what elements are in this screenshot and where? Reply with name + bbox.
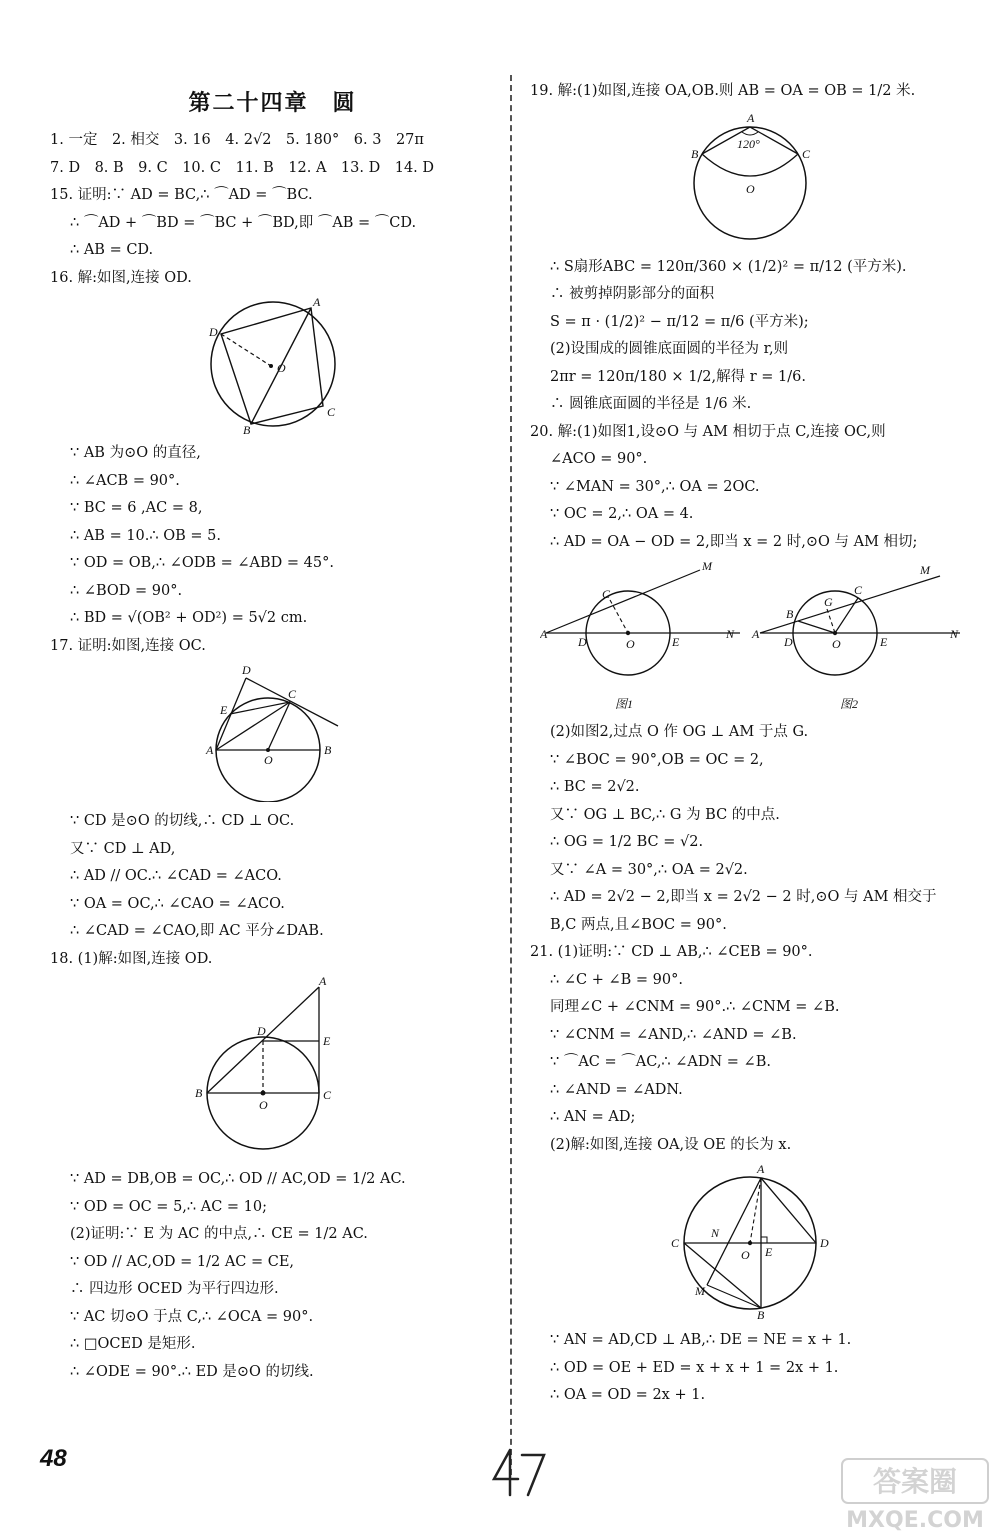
text-line: ∴ AB = CD. [70, 242, 154, 258]
svg-text:答案圈: 答案圈 [872, 1465, 958, 1498]
text-line: ∴ AD = OA − OD = 2,即当 x = 2 时,⊙O 与 AM 相切; [550, 533, 918, 550]
label-N: N [711, 1226, 720, 1240]
label-C: C [802, 146, 811, 161]
label-M2: M [920, 563, 930, 577]
text-line: 15. 证明:∵ AD = BC,∴ ⌒AD = ⌒BC. [50, 187, 313, 203]
label-D2: D [784, 635, 793, 649]
figure-21 [655, 1161, 845, 1321]
label-C2: C [854, 583, 863, 597]
label-C: C [287, 687, 296, 701]
label-D1: D [578, 635, 587, 649]
text-line: ∵ OD = OB,∴ ∠ODB = ∠ABD = 45°. [70, 555, 334, 571]
text-line: S = π · (1/2)² − π/12 = π/6 (平方米); [550, 313, 809, 330]
caption-fig1: 图1 [615, 697, 634, 711]
label-C: C [322, 1088, 331, 1102]
text-line: ∵ OA = OC,∴ ∠CAO = ∠ACO. [70, 895, 285, 912]
figure-16 [183, 294, 363, 434]
label-O2: O [832, 637, 841, 651]
label-B: B [242, 423, 250, 434]
text-line: ∴ ∠ODE = 90°.∴ ED 是⊙O 的切线. [70, 1363, 314, 1380]
text-line: 18. (1)解:如图,连接 OD. [50, 950, 213, 967]
text-line: ∵ AN = AD,CD ⊥ AB,∴ DE = NE = x + 1. [550, 1332, 852, 1348]
text-line: ∴ □OCED 是矩形. [70, 1336, 196, 1352]
label-C: C [326, 405, 335, 419]
chapter-title: 第二十四章 圆 [188, 91, 357, 116]
text-line: ∴ ∠BOD = 90°. [70, 582, 183, 599]
text-line: ∵ ⌒AC = ⌒AC,∴ ∠ADN = ∠B. [550, 1054, 771, 1070]
label-B: B [691, 146, 699, 161]
text-line: 7. D 8. B 9. C 10. C 11. B 12. A 13. D 14. D [50, 159, 435, 176]
figure-20 [540, 558, 960, 713]
text-line: ∴ 被剪掉阴影部分的面积 [550, 286, 715, 302]
label-A1: A [540, 627, 548, 641]
text-line: ∴ ∠ACB = 90°. [70, 472, 180, 489]
left-column [50, 78, 495, 1386]
text-line: B,C 两点,且∠BOC = 90°. [550, 916, 727, 933]
label-A: A [312, 295, 320, 309]
column-divider [510, 75, 512, 1475]
text-line: ∴ AD // OC.∴ ∠CAD = ∠ACO. [70, 868, 282, 884]
text-line: 又∵ CD ⊥ AD, [70, 840, 176, 857]
lines-right-d [530, 1327, 970, 1410]
text-line: ∵ CD 是⊙O 的切线,∴ CD ⊥ OC. [70, 813, 295, 829]
label-M: M [695, 1284, 705, 1298]
label-E2: E [880, 635, 888, 649]
lines-right-b [530, 254, 970, 557]
lines-left-a [50, 127, 495, 292]
text-line: ∵ BC = 6 ,AC = 8, [70, 500, 203, 516]
label-M1: M [702, 559, 712, 573]
svg-text:MXQE.COM: MXQE.COM [846, 1508, 984, 1533]
text-line: ∵ AD = DB,OB = OC,∴ OD // AC,OD = 1/2 AC. [70, 1171, 406, 1187]
text-line: (2)如图2,过点 O 作 OG ⊥ AM 于点 G. [550, 724, 809, 740]
text-line: ∴ 圆锥底面圆的半径是 1/6 米. [550, 396, 752, 412]
text-line: ∴ OA = OD = 2x + 1. [550, 1387, 706, 1403]
text-line: ∴ OG = 1/2 BC = √2. [550, 834, 704, 850]
text-line: ∵ OC = 2,∴ OA = 4. [550, 506, 694, 522]
text-line: ∵ ∠BOC = 90°,OB = OC = 2, [550, 751, 764, 768]
text-line: ∴ ⌒AD + ⌒BD = ⌒BC + ⌒BD,即 ⌒AB = ⌒CD. [70, 214, 417, 231]
text-line: 又∵ OG ⊥ BC,∴ G 为 BC 的中点. [550, 806, 780, 823]
lines-left-c [50, 808, 495, 973]
text-line: 同理∠C + ∠CNM = 90°.∴ ∠CNM = ∠B. [550, 999, 840, 1015]
text-line: ∵ AB 为⊙O 的直径, [70, 445, 201, 461]
label-O: O [276, 361, 286, 375]
text-line: ∴ ∠CAD = ∠CAO,即 AC 平分∠DAB. [70, 923, 324, 939]
label-C: C [671, 1236, 680, 1250]
text-line: 16. 解:如图,连接 OD. [50, 269, 192, 286]
text-line: 19. 解:(1)如图,连接 OA,OB.则 AB = OA = OB = 1/2 米. [530, 83, 916, 99]
label-A2: A [752, 627, 760, 641]
label-E: E [765, 1245, 773, 1259]
lines-right-c [530, 719, 970, 1159]
label-B: B [323, 743, 331, 757]
text-line: ∴ OD = OE + ED = x + x + 1 = 2x + 1. [550, 1359, 839, 1376]
label-A: A [757, 1162, 765, 1176]
label-O: O [741, 1248, 750, 1262]
page-number: 48 [40, 1445, 67, 1472]
text-line: ∴ AN = AD; [550, 1109, 636, 1125]
figure-17 [188, 662, 358, 802]
text-line: 17. 证明:如图,连接 OC. [50, 637, 206, 654]
label-D: D [820, 1236, 829, 1250]
label-O1: O [626, 637, 635, 651]
text-line: 20. 解:(1)如图1,设⊙O 与 AM 相切于点 C,连接 OC,则 [530, 423, 886, 440]
label-O: O [258, 1098, 268, 1112]
label-D: D [256, 1024, 266, 1038]
text-line: (2)设围成的圆锥底面圆的半径为 r,则 [550, 341, 789, 357]
text-line: ∵ OD // AC,OD = 1/2 AC = CE, [70, 1253, 295, 1270]
label-E: E [322, 1034, 330, 1048]
text-line: ∴ BD = √(OB² + OD²) = 5√2 cm. [70, 610, 308, 626]
text-line: ∴ ∠C + ∠B = 90°. [550, 971, 683, 988]
text-line: 又∵ ∠A = 30°,∴ OA = 2√2. [550, 861, 748, 878]
label-B: B [194, 1086, 202, 1100]
label-A: A [205, 743, 213, 757]
label-O: O [746, 181, 755, 196]
right-column [530, 78, 970, 1410]
label-D: D [241, 663, 251, 677]
text-line: 21. (1)证明:∵ CD ⊥ AB,∴ ∠CEB = 90°. [530, 944, 813, 960]
label-E1: E [672, 635, 680, 649]
label-angle: 120° [737, 136, 760, 151]
label-D: D [208, 325, 218, 339]
figure-18 [183, 975, 363, 1160]
text-line: 1. 一定 2. 相交 3. 16 4. 2√2 5. 180° 6. 3 27π [50, 132, 424, 148]
text-line: ∴ 四边形 OCED 为平行四边形. [70, 1281, 279, 1297]
label-A: A [318, 975, 326, 988]
label-N1: N [726, 627, 735, 641]
handwritten-note [488, 1445, 548, 1500]
text-line: ∵ ∠MAN = 30°,∴ OA = 2OC. [550, 478, 760, 495]
text-line: 2πr = 120π/180 × 1/2,解得 r = 1/6. [550, 368, 806, 385]
text-line: ∴ BC = 2√2. [550, 779, 640, 795]
figure-19 [675, 108, 825, 248]
watermark-logo [840, 1455, 990, 1535]
label-B2: B [786, 607, 794, 621]
lines-left-d [50, 1166, 495, 1386]
label-A: A [747, 110, 755, 125]
text-line: ∴ AD = 2√2 − 2,即当 x = 2√2 − 2 时,⊙O 与 AM 相交于 [550, 889, 937, 905]
label-N2: N [950, 627, 959, 641]
text-line: ∴ AB = 10.∴ OB = 5. [70, 527, 221, 544]
text-line: ∵ AC 切⊙O 于点 C,∴ ∠OCA = 90°. [70, 1308, 314, 1325]
lines-left-b [50, 440, 495, 660]
text-line: (2)解:如图,连接 OA,设 OE 的长为 x. [550, 1136, 792, 1153]
caption-fig2: 图2 [840, 697, 859, 711]
text-line: ∵ ∠CNM = ∠AND,∴ ∠AND = ∠B. [550, 1026, 797, 1043]
label-B: B [757, 1308, 765, 1321]
label-C1: C [602, 587, 611, 601]
label-G2: G [824, 595, 833, 609]
lines-right-a [530, 78, 970, 106]
text-line: ∠ACO = 90°. [550, 451, 648, 467]
label-E: E [219, 703, 227, 717]
text-line: ∵ OD = OC = 5,∴ AC = 10; [70, 1198, 268, 1215]
label-O: O [263, 753, 273, 767]
text-line: ∴ ∠AND = ∠ADN. [550, 1081, 683, 1098]
text-line: ∴ S扇形ABC = 120π/360 × (1/2)² = π/12 (平方米). [550, 258, 907, 275]
text-line: (2)证明:∵ E 为 AC 的中点,∴ CE = 1/2 AC. [70, 1226, 368, 1242]
